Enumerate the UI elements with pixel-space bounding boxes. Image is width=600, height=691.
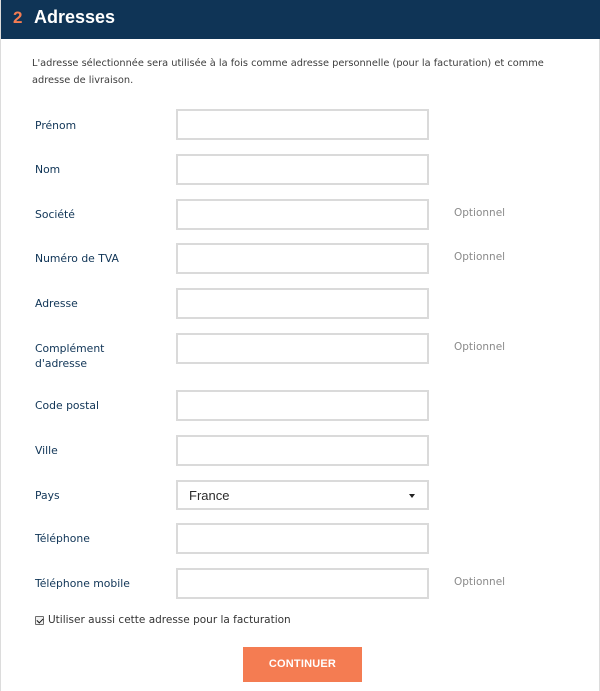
vat-number-label: Numéro de TVA <box>35 252 119 265</box>
city-label: Ville <box>35 444 58 457</box>
address-complement-label <box>35 341 104 371</box>
city-input[interactable] <box>178 437 427 464</box>
intro-text: L'adresse sélectionnée sera utilisée à la fois comme adresse personnelle (pour la facturation) et comme adresse de livraison. <box>32 58 544 86</box>
mobile-phone-field[interactable] <box>176 568 429 599</box>
address-complement-label-line2: d'adresse <box>35 357 88 370</box>
address-label: Adresse <box>35 297 78 310</box>
postal-code-input[interactable] <box>178 392 427 419</box>
vat-number-input[interactable] <box>178 245 427 272</box>
address-field[interactable] <box>176 288 429 319</box>
firstname-input[interactable] <box>178 111 427 138</box>
use-for-billing-checkbox[interactable] <box>35 616 44 625</box>
mobile-phone-label: Téléphone mobile <box>35 577 130 590</box>
company-optional-hint: Optionnel <box>454 207 506 219</box>
phone-input[interactable] <box>178 525 427 552</box>
chevron-down-icon <box>409 494 415 498</box>
step-title: Adresses <box>34 7 116 27</box>
address-complement-optional-hint: Optionnel <box>454 341 506 353</box>
postal-code-field[interactable] <box>176 390 429 421</box>
company-field[interactable] <box>176 199 429 230</box>
company-input[interactable] <box>178 201 427 228</box>
vat-number-field[interactable] <box>176 243 429 274</box>
phone-label: Téléphone <box>35 532 90 545</box>
country-select[interactable] <box>176 480 429 510</box>
mobile-phone-input[interactable] <box>178 570 427 597</box>
mobile-optional-hint: Optionnel <box>454 576 506 588</box>
lastname-field[interactable] <box>176 154 429 185</box>
vat-optional-hint: Optionnel <box>454 251 506 263</box>
lastname-label: Nom <box>35 163 61 176</box>
city-field[interactable] <box>176 435 429 466</box>
firstname-label: Prénom <box>35 119 77 132</box>
lastname-input[interactable] <box>178 156 427 183</box>
address-complement-field[interactable] <box>176 333 429 364</box>
country-label: Pays <box>35 489 60 502</box>
firstname-field[interactable] <box>176 109 429 140</box>
phone-field[interactable] <box>176 523 429 554</box>
country-selected-value: France <box>189 488 230 503</box>
use-for-billing-label[interactable]: Utiliser aussi cette adresse pour la facturation <box>48 614 291 626</box>
postal-code-label: Code postal <box>35 399 100 412</box>
continue-button[interactable]: CONTINUER <box>243 647 362 682</box>
address-input[interactable] <box>178 290 427 317</box>
address-complement-input[interactable] <box>178 335 427 362</box>
step-header <box>1 0 600 39</box>
step-number: 2 <box>13 8 23 27</box>
address-complement-label-line1: Complément <box>35 342 105 355</box>
company-label: Société <box>35 208 75 221</box>
